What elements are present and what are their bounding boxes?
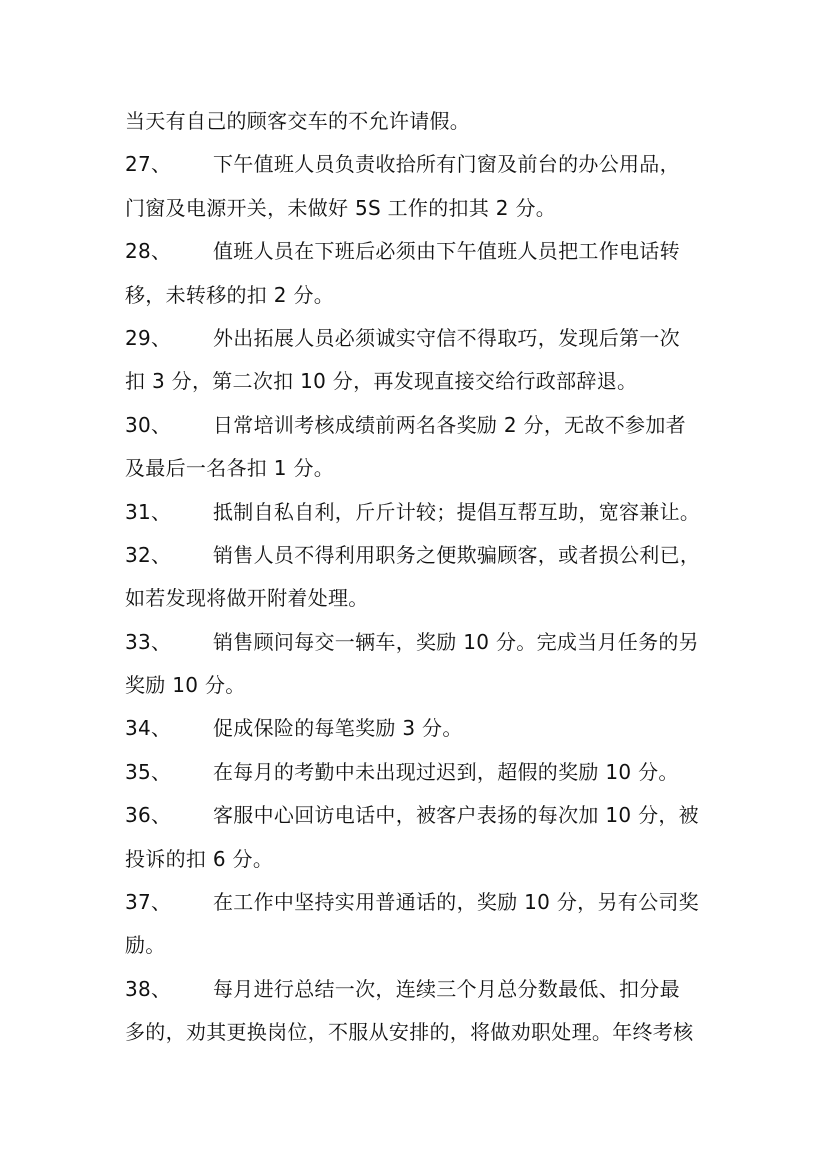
rule-number: 27、 — [125, 152, 172, 177]
lead-line: 当天有自己的顾客交车的不允许请假。 — [125, 109, 471, 133]
rule-item — [125, 621, 725, 708]
rule-number: 36、 — [125, 803, 172, 828]
rule-list — [125, 143, 725, 1054]
rule-line — [125, 404, 725, 447]
rule-item — [125, 230, 725, 317]
rule-text: 奖励 10 分。 — [125, 673, 246, 698]
rule-line — [125, 143, 725, 186]
rule-line — [125, 230, 725, 273]
rule-line — [125, 360, 725, 403]
rule-text: 在每月的考勤中未出现过迟到，超假的奖励 10 分。 — [213, 759, 679, 784]
rule-number: 29、 — [125, 325, 172, 350]
rule-number: 37、 — [125, 890, 172, 915]
rule-line — [125, 707, 725, 750]
rule-line — [125, 317, 725, 360]
rule-text: 客服中心回访电话中，被客户表扬的每次加 10 分，被 — [213, 803, 699, 828]
rule-text: 投诉的扣 6 分。 — [125, 846, 274, 871]
rule-line — [125, 664, 725, 707]
rule-line — [125, 187, 725, 230]
rule-line — [125, 838, 725, 881]
rule-line — [125, 534, 725, 577]
rule-text: 值班人员在下班后必须由下午值班人员把工作电话转 — [213, 239, 680, 264]
rule-line — [125, 491, 725, 534]
rule-line — [125, 751, 725, 794]
rule-item — [125, 794, 725, 881]
rule-line — [125, 794, 725, 837]
rule-line — [125, 621, 725, 664]
rule-text: 抵制自私自利，斤斤计较；提倡互帮互助，宽容兼让。 — [213, 499, 701, 524]
rule-line — [125, 1011, 725, 1054]
rule-item — [125, 317, 725, 404]
rule-number: 38、 — [125, 976, 172, 1001]
rule-line — [125, 968, 725, 1011]
rule-item — [125, 143, 725, 230]
rule-text: 下午值班人员负责收拾所有门窗及前台的办公用品， — [213, 152, 680, 177]
rule-text: 扣 3 分，第二次扣 10 分，再发现直接交给行政部辞退。 — [125, 369, 638, 394]
document-page — [125, 100, 725, 1055]
rule-text: 移，未转移的扣 2 分。 — [125, 282, 335, 307]
rule-line — [125, 447, 725, 490]
rule-text: 日常培训考核成绩前两名各奖励 2 分，无故不参加者 — [213, 412, 686, 437]
rule-line — [125, 274, 725, 317]
rule-number: 32、 — [125, 542, 172, 567]
rule-line — [125, 881, 725, 924]
rule-text: 外出拓展人员必须诚实守信不得取巧，发现后第一次 — [213, 325, 680, 350]
rule-item — [125, 968, 725, 1055]
rule-text: 多的，劝其更换岗位，不服从安排的，将做劝职处理。年终考核 — [125, 1020, 694, 1045]
rule-item — [125, 534, 725, 621]
rule-item — [125, 751, 725, 794]
rule-text: 门窗及电源开关，未做好 5S 工作的扣其 2 分。 — [125, 195, 557, 220]
rule-text: 每月进行总结一次，连续三个月总分数最低、扣分最 — [213, 976, 680, 1001]
rule-item — [125, 707, 725, 750]
rule-text: 销售人员不得利用职务之便欺骗顾客，或者损公利已， — [213, 542, 701, 567]
rule-line — [125, 577, 725, 620]
rule-line — [125, 924, 725, 967]
rule-number: 28、 — [125, 239, 172, 264]
rule-item — [125, 404, 725, 491]
rule-text: 在工作中坚持实用普通话的，奖励 10 分，另有公司奖 — [213, 890, 699, 915]
rule-number: 35、 — [125, 759, 172, 784]
rule-number: 30、 — [125, 412, 172, 437]
rule-text: 励。 — [125, 933, 166, 958]
rule-item — [125, 491, 725, 534]
rule-text: 及最后一名各扣 1 分。 — [125, 456, 335, 481]
rule-number: 31、 — [125, 499, 172, 524]
rule-number: 34、 — [125, 716, 172, 741]
rule-item — [125, 881, 725, 968]
rule-text: 销售顾问每交一辆车，奖励 10 分。完成当月任务的另 — [213, 629, 699, 654]
rule-text: 如若发现将做开附着处理。 — [125, 586, 369, 611]
rule-number: 33、 — [125, 629, 172, 654]
rule-text: 促成保险的每笔奖励 3 分。 — [213, 716, 463, 741]
